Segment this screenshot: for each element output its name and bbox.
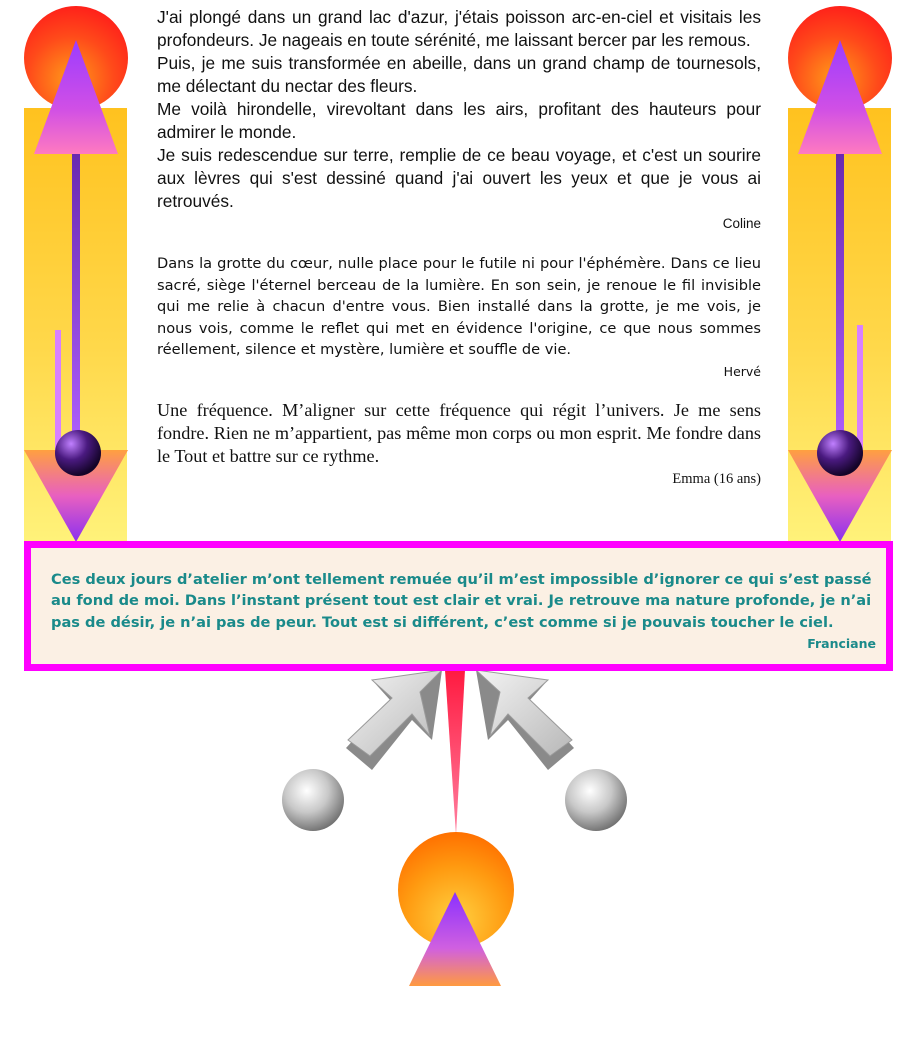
pink-ray-icon	[445, 670, 465, 835]
grey-arrow-right-icon	[476, 670, 574, 770]
left-thin-bar-icon	[55, 330, 61, 450]
testimonial-coline	[157, 6, 761, 231]
franciane-quote-box	[24, 541, 893, 671]
coline-signature: Coline	[722, 216, 761, 231]
right-purple-sphere-icon	[817, 430, 863, 476]
herve-paragraph: Dans la grotte du cœur, nulle place pour le futile ni pour l'éphémère. Dans ce lieu sacré, siège l'éternel berceau de la lumière. En son sein, je renoue le fil invisible qui me relie à chacun d'entre vous. Bien installé dans la grotte, je me vois, je nous vois, comme le reflet qui met en évidence l'origine, ce que nous sommes réellement, silence et mystère, lumière et souffle de vie.	[157, 255, 761, 358]
testimonial-herve	[157, 253, 761, 379]
coline-paragraph-1: J'ai plongé dans un grand lac d'azur, j'étais poisson arc-en-ciel et visitais les profondeurs. Je nageais en toute sérénité, me laissant bercer par les remous.	[157, 7, 761, 50]
grey-sphere-left-icon	[282, 769, 344, 831]
right-vertical-arrow-stem-icon	[836, 154, 844, 454]
left-purple-sphere-icon	[55, 430, 101, 476]
bottom-decor	[282, 670, 627, 986]
franciane-signature: Franciane	[807, 636, 876, 651]
emma-signature: Emma (16 ans)	[672, 470, 761, 487]
grey-arrow-left-icon	[346, 670, 442, 770]
coline-paragraph-4: Je suis redescendue sur terre, remplie de ce beau voyage, et c'est un sourire aux lèvres qui s'est dessiné quand j'ai ouvert les yeux et que je vous ai retrouvés.	[157, 145, 761, 211]
right-decor-column	[788, 6, 892, 542]
herve-signature: Hervé	[723, 363, 761, 379]
coline-paragraph-3: Me voilà hirondelle, virevoltant dans les airs, profitant des hauteurs pour admirer le monde.	[157, 99, 761, 142]
right-thin-bar-icon	[857, 325, 863, 450]
emma-paragraph: Une fréquence. M’aligner sur cette fréquence qui régit l’univers. Je me sens fondre. Rien ne m’appartient, pas même mon corps ou mon esprit. Me fondre dans le Tout et battre sur ce rythme.	[157, 399, 761, 466]
coline-paragraph-2: Puis, je me suis transformée en abeille, dans un grand champ de tournesols, me délectant du nectar des fleurs.	[157, 53, 761, 96]
franciane-quote-text: Ces deux jours d’atelier m’ont tellement remuée qu’il m’est impossible d’ignorer ce qui s’est passé au fond de moi. Dans l’instant présent tout est clair et vrai. Je retrouve ma nature profonde, je n’ai pas de désir, je n’ai pas de peur. Tout est si différent, c’est comme si je pouvais toucher le ciel.	[51, 571, 872, 631]
left-vertical-arrow-stem-icon	[72, 154, 80, 454]
testimonial-emma	[157, 399, 761, 488]
testimonials-column	[157, 6, 761, 488]
grey-sphere-right-icon	[565, 769, 627, 831]
left-decor-column	[24, 6, 128, 542]
